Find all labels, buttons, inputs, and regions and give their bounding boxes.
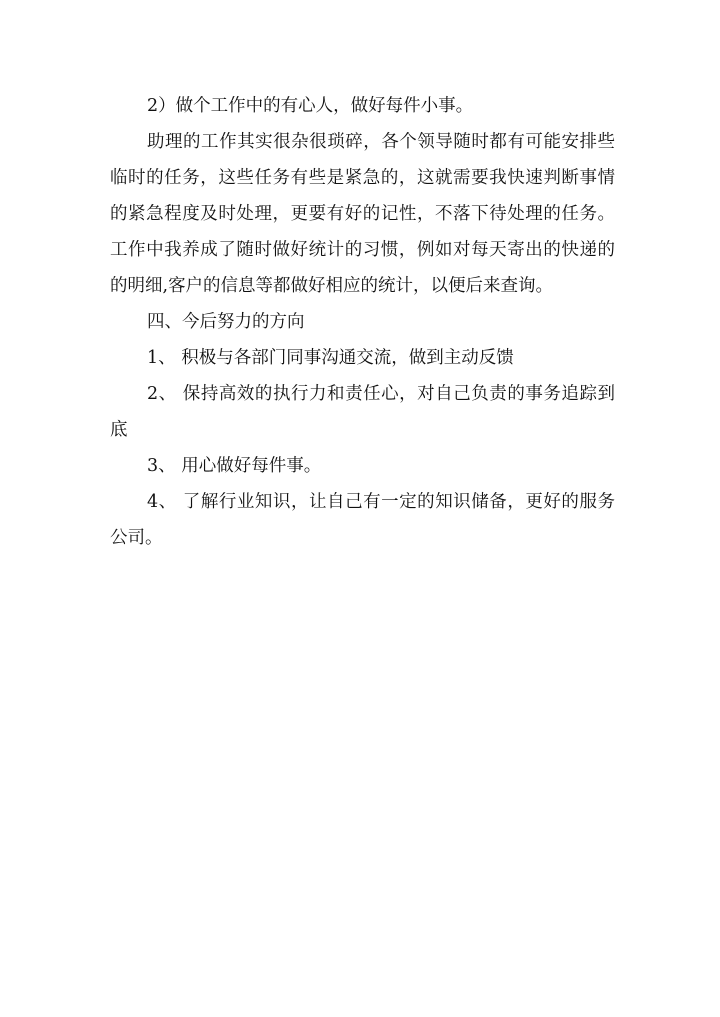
paragraph-assistant-work: 助理的工作其实很杂很琐碎，各个领导随时都有可能安排些临时的任务，这些任务有些是紧急的，这就需要我快速判断事情的紧急程度及时处理，更要有好的记性，不落下待处理的任务。工作中我养成了随时做好统计的习惯，例如对每天寄出的快递的的明细,客户的信息等都做好相应的统计，以便后来查询。 [110, 132, 615, 296]
list-item-2: 2、 保持高效的执行力和责任心，对自己负责的事务追踪到底 [110, 384, 615, 440]
paragraph-item-2: 2）做个工作中的有心人，做好每件小事。 [147, 96, 474, 116]
list-item-4: 4、 了解行业知识，让自己有一定的知识储备，更好的服务公司。 [110, 492, 615, 548]
list-item-1: 1、 积极与各部门同事沟通交流，做到主动反馈 [147, 348, 514, 368]
list-item-3: 3、 用心做好每件事。 [147, 456, 322, 476]
document-body [110, 88, 615, 556]
section-heading-future-direction: 四、今后努力的方向 [147, 312, 305, 332]
